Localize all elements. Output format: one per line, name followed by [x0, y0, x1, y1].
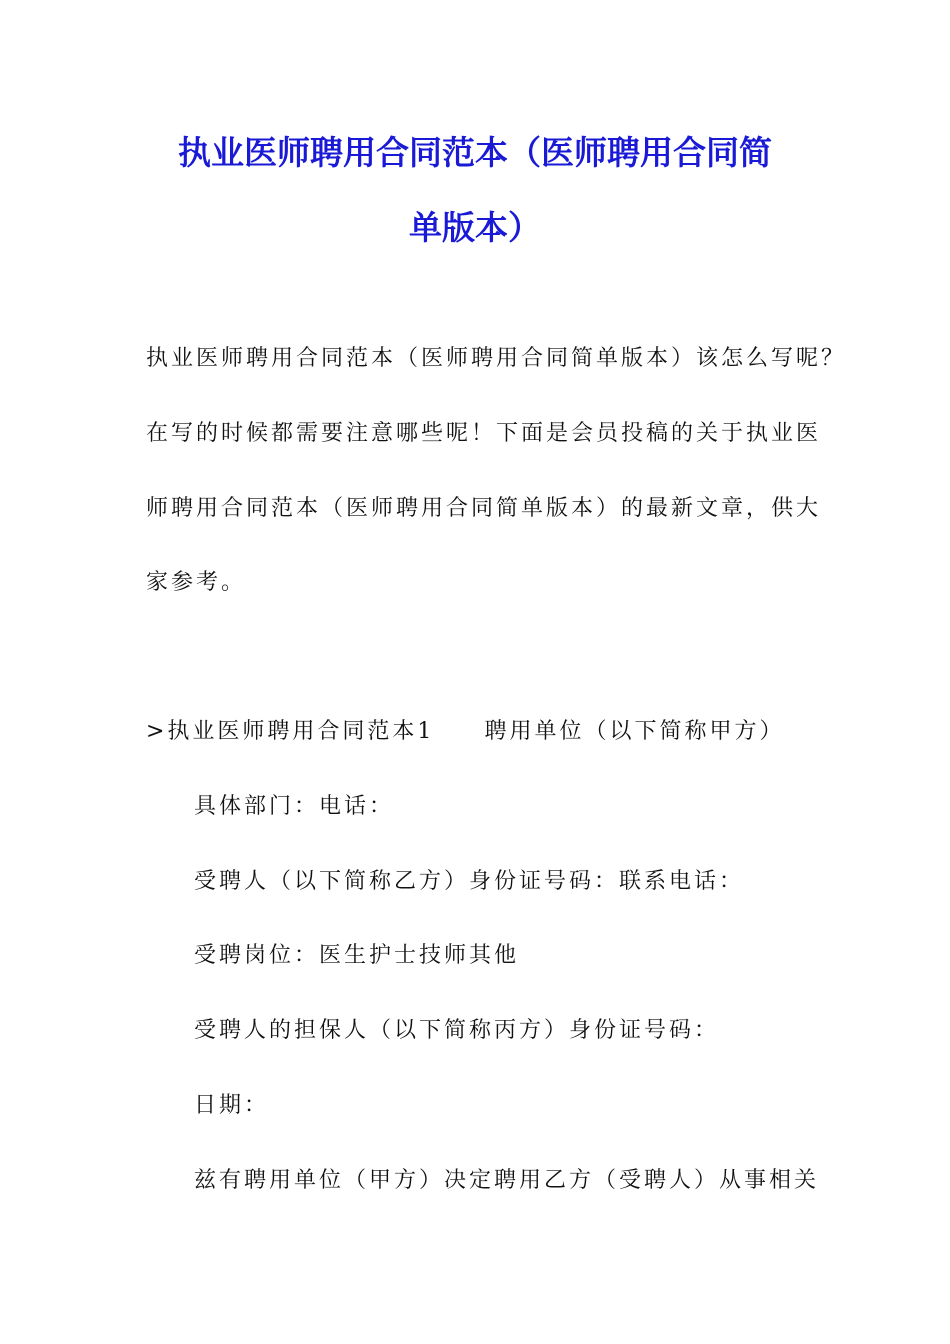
- section-heading-title: >执业医师聘用合同范本1: [146, 719, 435, 744]
- body-line-agreement: 兹有聘用单位（甲方）决定聘用乙方（受聘人）从事相关: [194, 1168, 820, 1193]
- body-line-guarantor: 受聘人的担保人（以下简称丙方）身份证号码：: [194, 1018, 720, 1043]
- intro-line-1: 执业医师聘用合同范本（医师聘用合同简单版本）该怎么写呢？: [146, 346, 847, 371]
- body-line-department: 具体部门：电话：: [194, 794, 395, 819]
- body-line-position: 受聘岗位：医生护士技师其他: [194, 943, 520, 968]
- section-heading-tail: 聘用单位（以下简称甲方）: [484, 719, 785, 744]
- section-heading: [146, 717, 784, 747]
- document-title-line-1: 执业医师聘用合同范本（医师聘用合同简: [178, 133, 772, 172]
- body-line-employee: 受聘人（以下简称乙方）身份证号码：联系电话：: [194, 869, 745, 894]
- body-line-date: 日期：: [194, 1093, 270, 1118]
- intro-line-3: 师聘用合同范本（医师聘用合同简单版本）的最新文章，供大: [146, 496, 822, 521]
- intro-line-4: 家参考。: [146, 570, 247, 595]
- document-title-line-2: 单版本）: [409, 208, 541, 247]
- intro-line-2: 在写的时候都需要注意哪些呢！下面是会员投稿的关于执业医: [146, 421, 822, 446]
